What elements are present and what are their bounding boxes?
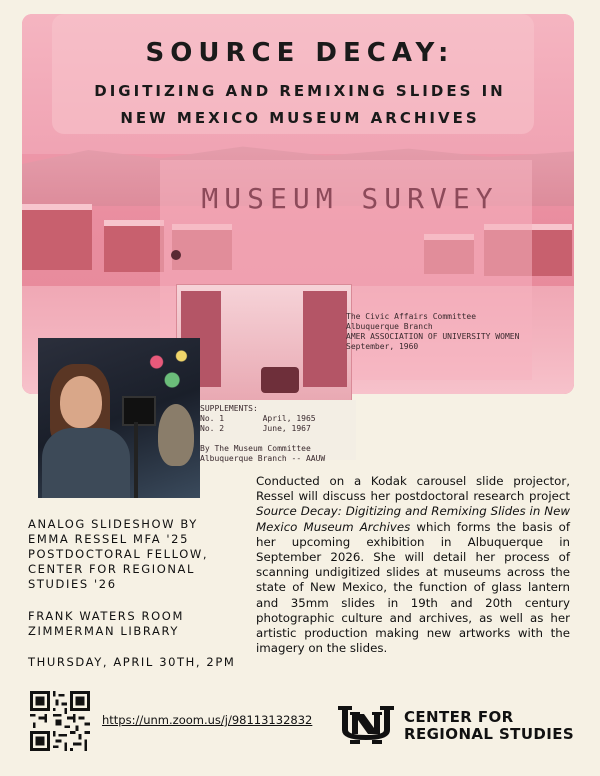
poster-title: SOURCE DECAY: (145, 38, 455, 68)
supplements-heading: SUPPLEMENTS: (200, 404, 258, 413)
inset-slide-image (176, 284, 352, 406)
location-room: FRANK WATERS ROOM (28, 609, 184, 623)
survey-heading: MUSEUM SURVEY (201, 182, 499, 215)
event-location (28, 609, 184, 639)
subtitle-line-2: NEW MEXICO MUSEUM ARCHIVES (120, 109, 480, 127)
description-body: which forms the basis of her upcoming exhibition in Albuquerque in September 2026. She will detail her process of scanning undigitized slides at museums across the state of New Mexico, the function of glass lantern and 35mm slides in 19th and 20th century photographic culture and archives, as well as her artistic production making new artworks with the imagery on the slides. (256, 519, 570, 656)
byline-2: EMMA RESSEL MFA '25 (28, 532, 190, 546)
event-date (28, 655, 235, 670)
survey-line-1: The Civic Affairs Committee (346, 312, 477, 321)
center-for-regional-studies-wordmark (404, 709, 574, 743)
survey-line-3: AMER ASSOCIATION OF UNIVERSITY WOMEN (346, 332, 520, 341)
byline-4: CENTER FOR REGIONAL (28, 562, 196, 576)
zoom-link[interactable]: https://unm.zoom.us/j/98113132832 (102, 713, 313, 727)
supplement-1: No. 1 April, 1965 (200, 414, 316, 423)
unm-logo-icon (336, 702, 396, 748)
date-time: THURSDAY, APRIL 30TH, 2PM (28, 655, 236, 669)
signoff-2: Albuquerque Branch -- AAUW (200, 454, 326, 463)
supplements-text (200, 404, 325, 464)
event-byline (28, 517, 208, 592)
location-building: ZIMMERMAN LIBRARY (28, 624, 179, 638)
punch-hole (171, 250, 181, 260)
description-project-title: Source Decay: Digitizing and Remixing Slides in New Mexico Museum Archives (256, 504, 570, 534)
supplement-2: No. 2 June, 1967 (200, 424, 311, 433)
camera-icon (122, 396, 156, 426)
artist-portrait-photo (38, 338, 200, 498)
byline-3: POSTDOCTORAL FELLOW, (28, 547, 209, 561)
qr-code[interactable] (30, 691, 90, 751)
survey-line-2: Albuquerque Branch (346, 322, 433, 331)
subtitle-line-1: DIGITIZING AND REMIXING SLIDES IN (94, 82, 506, 100)
org-line-1: CENTER FOR (404, 708, 514, 726)
roadrunner-image (158, 404, 194, 466)
byline-5: STUDIES '26 (28, 577, 117, 591)
poster-subtitle (60, 78, 540, 132)
description-intro: Conducted on a Kodak carousel slide projector, Ressel will discuss her postdoctoral research project (256, 474, 570, 504)
survey-line-4: September, 1960 (346, 342, 419, 351)
survey-typed-text (346, 312, 519, 352)
byline-1: ANALOG SLIDESHOW BY (28, 517, 198, 531)
signoff-1: By The Museum Committee (200, 444, 311, 453)
event-description (256, 474, 570, 656)
org-line-2: REGIONAL STUDIES (404, 725, 575, 743)
